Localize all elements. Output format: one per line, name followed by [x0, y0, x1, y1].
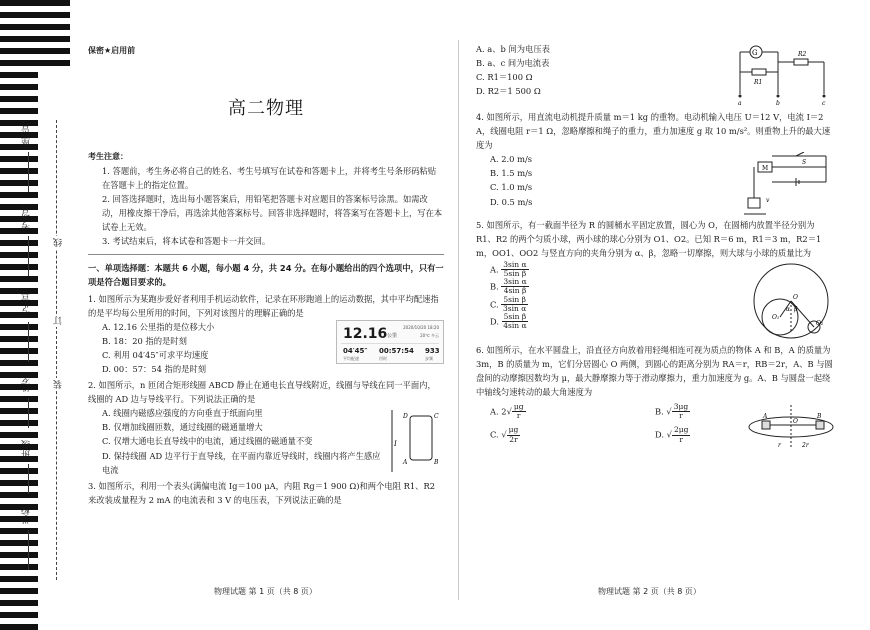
page-2-footer: 物理试题 第 2 页（共 8 页）: [598, 587, 701, 596]
steps-value: 933: [425, 346, 440, 355]
question-2-option-d: D. 保持线圈 AD 边平行于直导线，在平面内靠近导线时，线圈内将产生感应电流: [102, 450, 381, 475]
motor-label: M: [762, 165, 769, 173]
question-1-stem: 1. 如图所示为某跑步爱好者利用手机运动软件，记录在环形跑道上的运动数据，其中平均配速指的是平均每公里所用的时间，下列对该图片的理解正确的是: [88, 293, 439, 318]
question-1-option-d: D. 00：57：54 指的是时刻: [102, 364, 207, 374]
question-5-option-d: D. $\frac{\text{5sin β}}{\text{4sin α}}$: [490, 312, 527, 331]
run-weather: 20℃ 多云: [420, 332, 439, 338]
room-label: 考场号: [22, 204, 32, 231]
center-o2: O₂: [816, 319, 824, 327]
question-3-option-a: A. a、b 间为电压表: [476, 44, 550, 54]
question-2-option-a: A. 线圈内磁感应强度的方向垂直于纸面向里: [102, 408, 263, 419]
vertex-d: D: [403, 413, 408, 421]
question-2-stem: 2. 如图所示，n 匝闭合矩形线圈 ABCD 静止在通电长直导线附近，线圈与导线在同一平面内，线圈的 AD 边与导线平行。下列说法正确的是: [88, 380, 436, 405]
question-3-option-c: C. R1＝100 Ω: [476, 72, 533, 83]
page-divider: [458, 40, 459, 600]
class-label: 班级: [22, 440, 32, 458]
question-6-option-c: C. √ $\frac{\mu g}{2r}$: [490, 425, 519, 444]
pace-label: 平均配速: [343, 355, 359, 361]
block-a: [762, 421, 770, 429]
question-1-option-b: B. 18：20 指的是时刻: [102, 335, 187, 346]
page-1-footer: 物理试题 第 1 页（共 8 页）: [214, 587, 317, 596]
exam-no-label: 考生号: [22, 290, 32, 317]
question-2-option-b: B. 仅增加线圈匝数，通过线圈的磁通量增大: [102, 422, 263, 433]
label-2r: 2r: [802, 441, 809, 449]
question-6-option-b: B. √ $\frac{3\mu g}{r}$: [655, 401, 689, 421]
run-date: 2020/10/20 18:20: [403, 324, 439, 330]
galvanometer-label: G: [752, 49, 758, 57]
notice-item: 1. 答题前，考生务必将自己的姓名、考生号填写在试卷和答题卡上，并将考生号条形码粘贴在答题卡上的指定位置。: [102, 165, 437, 190]
question-4-option-c: C. 1.0 m/s: [490, 182, 533, 193]
weight-icon: [748, 198, 760, 208]
question-3-option-b: B. a、c 间为电流表: [476, 58, 550, 69]
time-value: 00:57:54: [379, 346, 414, 355]
distance-value: 12.16: [343, 325, 388, 342]
page-1: [88, 40, 444, 507]
motor-diagram: [736, 152, 836, 216]
notice-heading: 考生注意：: [88, 152, 128, 162]
distance-unit: 公里: [387, 332, 398, 339]
velocity-label: v: [766, 197, 770, 205]
exam-no-blank: [28, 322, 29, 362]
question-2-option-c: C. 仅增大通电长直导线中的电流，通过线圈的磁通量不变: [102, 436, 313, 447]
seat-label: 座位号: [22, 120, 32, 147]
notice-item: 3. 考试结束后，将本试卷和答题卡一并交回。: [102, 236, 271, 247]
order-word: 订: [54, 316, 64, 325]
question-3-stem: 3. 如图所示，利用一个表头(满偏电流 Ig＝100 μA，内阻 Rg＝1 900 Ω)和两个电阻 R1、R2 来改装成量程为 2 mA 的电流表和 3 V 的电压表，下列说法正确的是: [88, 480, 435, 505]
cut-line: [56, 120, 57, 580]
question-5-option-a: A. $\frac{\text{3sin α}}{\text{5sin β}}$: [490, 259, 527, 278]
question-5-stem: 5. 如图所示，有一截面半径为 R 的圆桶水平固定放置，圆心为 O，在圆桶内放置半径分别为 R1、R2 的两个匀质小球，两小球的球心分别为 O1、O2。已知 R＝6 m，R1＝3 m，R2＝1 m，OO1、OO2 与竖直方向的夹角分别为 α、β，忽略一切摩擦，则大球与小球的质量比为: [476, 220, 822, 259]
center-o: O: [793, 293, 798, 301]
vertex-b: B: [434, 459, 439, 467]
meter-circuit-diagram: [736, 42, 836, 108]
question-4-option-a: A. 2.0 m/s: [490, 154, 533, 165]
question-4: [476, 110, 836, 216]
question-6: [476, 343, 836, 449]
coil-diagram: [384, 406, 444, 476]
block-b: [816, 421, 824, 429]
question-4-option-d: D. 0.5 m/s: [490, 196, 533, 207]
turntable-diagram: [746, 403, 836, 449]
pace-value: 04′45″: [343, 346, 368, 355]
separator: [88, 254, 444, 255]
switch-label: S: [802, 159, 807, 167]
label-b: B: [817, 412, 822, 420]
terminal-b: b: [776, 100, 780, 107]
label-o: O: [793, 417, 798, 425]
card-divider: [341, 343, 439, 344]
switch-icon: [796, 152, 804, 156]
center-o1: O₁: [772, 313, 780, 321]
question-5-option-b: B. $\frac{\text{3sin α}}{\text{4sin β}}$: [490, 277, 527, 296]
question-3-option-d: D. R2＝1 500 Ω: [476, 86, 541, 97]
coil-rect: [410, 416, 432, 460]
angle-beta: β: [794, 305, 798, 313]
label-a: A: [763, 412, 768, 420]
seat-blank: [28, 152, 29, 192]
question-6-option-d: D. √ $\frac{2\mu g}{r}$: [655, 425, 689, 444]
r2-label: R2: [798, 51, 807, 58]
school-label: 学校: [22, 506, 32, 524]
r1-label: R1: [754, 79, 763, 86]
binding-blank: [38, 70, 70, 630]
question-1-option-a: A. 12.16 公里指的是位移大小: [102, 321, 215, 332]
barrel-diagram: [746, 261, 836, 341]
terminal-a: a: [738, 100, 742, 107]
secret-mark: 保密★启用前: [88, 46, 136, 55]
school-blank: [28, 530, 29, 570]
resistor-r1: [752, 69, 766, 75]
current-label: I: [394, 440, 397, 449]
question-5-option-c: C. $\frac{\text{5sin β}}{\text{3sin α}}$: [490, 294, 527, 313]
resistor-r2: [794, 59, 808, 65]
line-word: 线: [54, 238, 64, 247]
question-3: [88, 479, 444, 507]
name-blank: [28, 398, 29, 428]
page-2: [476, 42, 836, 449]
time-label: 用时: [379, 355, 387, 361]
room-blank: [28, 236, 29, 276]
angle-alpha: α: [786, 305, 791, 313]
class-blank: [28, 464, 29, 494]
terminal-c: c: [822, 100, 826, 107]
notice-list: [88, 164, 444, 249]
vertex-a: A: [403, 459, 408, 467]
question-4-option-b: B. 1.5 m/s: [490, 168, 533, 179]
name-label: 姓名: [22, 374, 32, 392]
question-4-stem: 4. 如图所示，用直流电动机提升质量 m＝1 kg 的重物。电动机输入电压 U＝12 V，电流 I＝2 A，线圈电阻 r＝1 Ω，忽略摩擦和绳子的重力，重力加速度 g 取 10 m/s²。则重物上升的最大速度为: [476, 112, 831, 151]
question-1-option-c: C. 利用 04′45″可求平均速度: [102, 349, 209, 360]
running-app-card: [336, 320, 444, 364]
question-1: [88, 292, 444, 377]
page-title: 高二物理: [228, 97, 304, 119]
section-heading: 一、单项选择题：本题共 6 小题，每小题 4 分，共 24 分。在每小题给出的四个选项中，只有一项是符合题目要求的。: [88, 263, 444, 288]
vertex-c: C: [434, 413, 439, 421]
label-r: r: [778, 441, 781, 449]
steps-label: 步频: [425, 355, 433, 361]
question-6-stem: 6. 如图所示，在水平圆盘上，沿直径方向放着用轻绳相连可视为质点的物体 A 和 B，A 的质量为 3m，B 的质量为 m，它们分居圆心 O 两侧，到圆心的距离分别为 RA＝r，RB＝2r，A、B 与圆盘间的动摩擦因数均为 μ，最大静摩擦力等于滑动摩擦力，重力加速度为 g。A、B 与圆盘一起绕中轴线匀速转动的最大角速度为: [476, 344, 833, 397]
bind-word: 装: [54, 380, 64, 389]
binding-strip: [0, 0, 80, 630]
notice-item: 2. 回答选择题时，选出每小题答案后，用铅笔把答题卡对应题目的答案标号涂黑。如需改动，用橡皮擦干净后，再选涂其他答案标号。回答非选择题时，将答案写在答题卡上，写在本试卷上无效。: [102, 193, 443, 233]
question-6-option-a: A. 2√ $\frac{\mu g}{r}$: [490, 401, 524, 421]
question-2: [88, 378, 444, 477]
question-5: [476, 218, 836, 340]
